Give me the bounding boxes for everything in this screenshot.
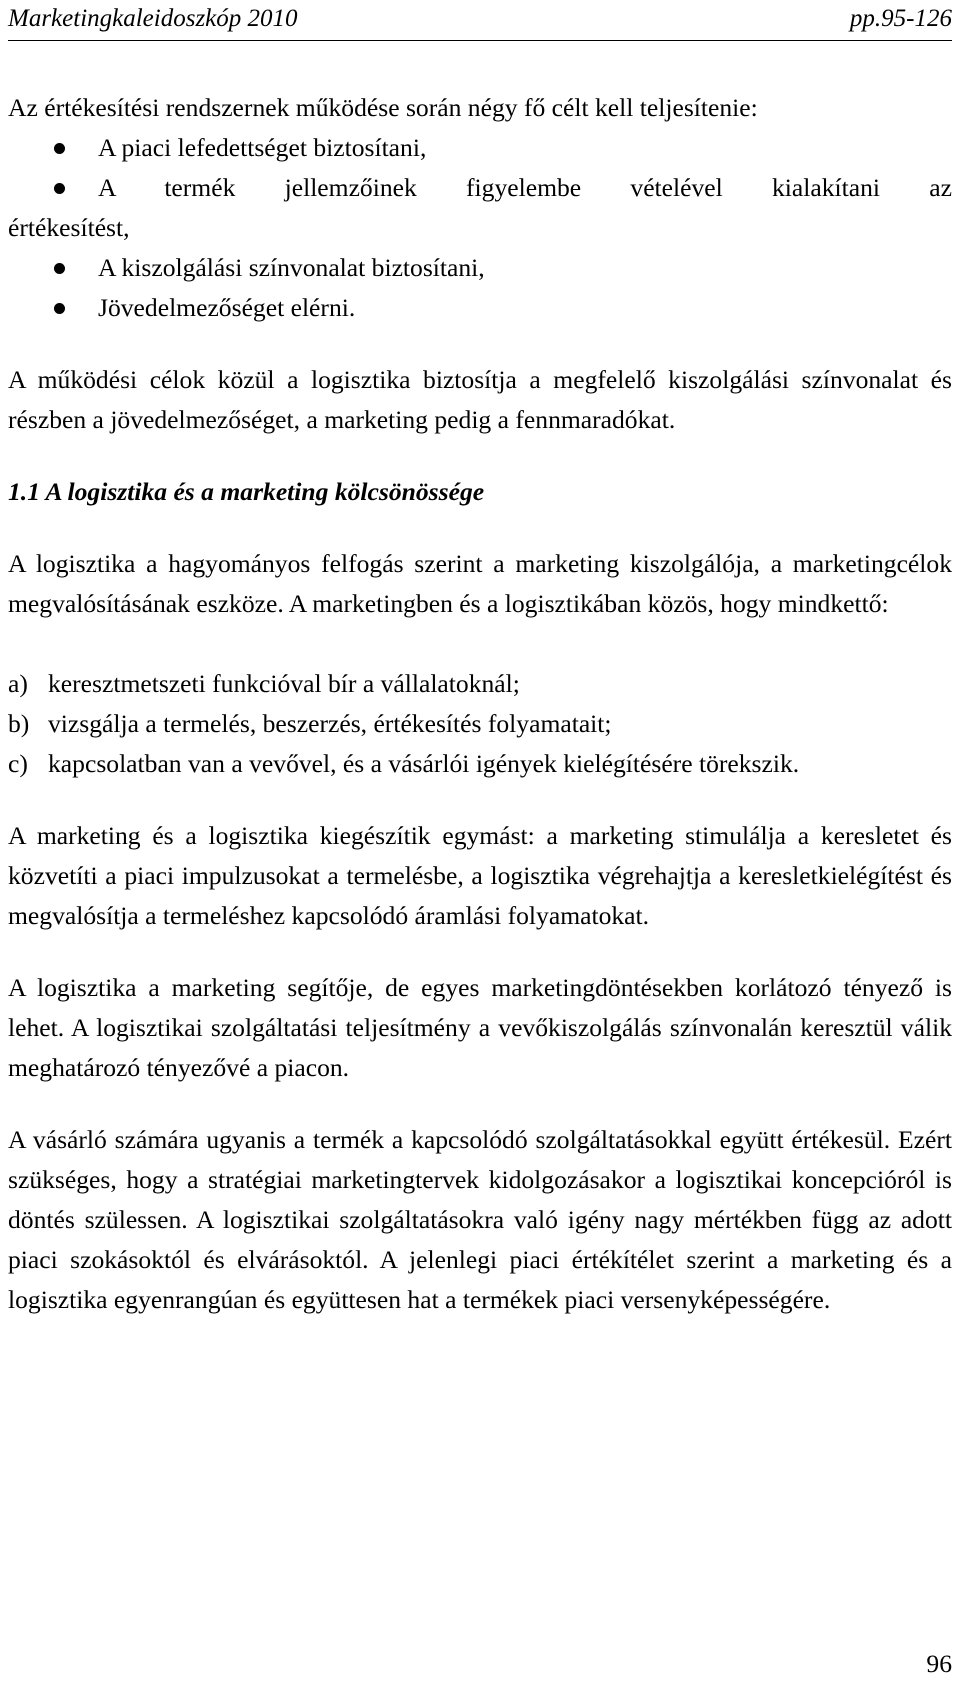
bullet-text: A kiszolgálási színvonalat biztosítani, (98, 253, 485, 282)
page-number: 96 (926, 1649, 952, 1678)
bullet-text: A termék jellemzőinek figyelembe vételével kialakítani az (98, 173, 952, 202)
main-content (8, 88, 952, 1320)
list-item-text: vizsgálja a termelés, beszerzés, értékesítés folyamatait; (48, 709, 612, 738)
common-features-list (8, 664, 952, 784)
bullet-text: Jövedelmezőséget elérni. (98, 293, 356, 322)
section-heading: 1.1 A logisztika és a marketing kölcsönössége (8, 477, 485, 506)
list-item-marker: c) (8, 749, 28, 778)
bullet-icon (54, 183, 65, 194)
paragraph-logistics-support: A logisztika a marketing segítője, de egyes marketingdöntésekben korlátozó tényező is lehet. A logisztikai szolgáltatási teljesítmény a vevőkiszolgálás színvonalán keresztül válik meghatározó tényezővé a piacon. (8, 973, 952, 1082)
bullet-icon (54, 263, 65, 274)
list-item-marker: b) (8, 709, 30, 738)
paragraph-operational-goals: A működési célok közül a logisztika biztosítja a megfelelő kiszolgálási színvonalat és részben a jövedelmezőséget, a marketing pedig a fennmaradókat. (8, 365, 952, 434)
bullet-item (8, 288, 952, 328)
header-page-range: pp.95-126 (849, 5, 952, 32)
header-journal-title: Marketingkaleidoszkóp 2010 (8, 5, 298, 32)
list-item-text: kapcsolatban van a vevővel, és a vásárlói igények kielégítésére törekszik. (48, 749, 800, 778)
header-divider (8, 40, 952, 41)
paragraph-buyer-perspective: A vásárló számára ugyanis a termék a kapcsolódó szolgáltatásokkal együtt értékesül. Ezért szükséges, hogy a stratégiai marketingtervek kidolgozásakor a logisztikai koncepcióról is döntés szülessen. A logisztikai szolgáltatásokra való igény nagy mértékben függ az adott piaci szokásoktól és elvárásoktól. A jelenlegi piaci értékítélet szerint a marketing és a logisztika egyenrangúan és együttesen hat a termékek piaci versenyképességére. (8, 1125, 952, 1314)
running-header (8, 2, 952, 36)
bullet-item (8, 248, 952, 288)
goal-bullet-list (8, 128, 952, 328)
paragraph-complementarity: A marketing és a logisztika kiegészítik egymást: a marketing stimulálja a keresletet és közvetíti a piaci impulzusokat a termelésbe, a logisztika végrehajtja a keresletkielégítést és megvalósítja a termeléshez kapcsolódó áramlási folyamatokat. (8, 821, 952, 930)
bullet-item (8, 168, 952, 248)
bullet-icon (54, 303, 65, 314)
bullet-item (8, 128, 952, 168)
bullet-icon (54, 143, 65, 154)
list-item (8, 744, 952, 784)
list-item-marker: a) (8, 669, 28, 698)
bullet-text: A piaci lefedettséget biztosítani, (98, 133, 427, 162)
intro-sentence: Az értékesítési rendszernek működése során négy fő célt kell teljesítenie: (8, 93, 758, 122)
list-item (8, 704, 952, 744)
list-item-text: keresztmetszeti funkcióval bír a vállalatoknál; (48, 669, 520, 698)
paragraph-logistics-marketing: A logisztika a hagyományos felfogás szerint a marketing kiszolgálója, a marketingcélok megvalósításának eszköze. A marketingben és a logisztikában közös, hogy mindkettő: (8, 549, 952, 618)
bullet-text-continuation: értékesítést, (8, 213, 130, 242)
list-item (8, 664, 952, 704)
